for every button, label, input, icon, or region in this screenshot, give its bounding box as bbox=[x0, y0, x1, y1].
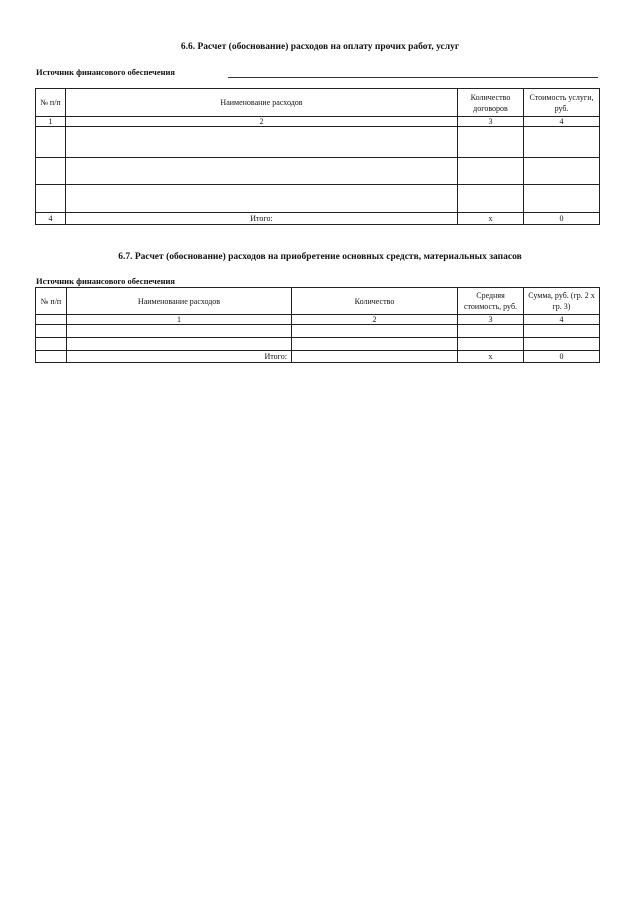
cell bbox=[36, 351, 67, 363]
fixed-assets-inventory-table bbox=[35, 287, 600, 363]
header-quantity: Количество bbox=[292, 288, 458, 315]
table-header-row bbox=[36, 89, 600, 117]
column-number: 3 bbox=[458, 315, 524, 325]
column-number: 1 bbox=[36, 117, 66, 127]
header-average-cost: Средняя стоимость, руб. bbox=[458, 288, 524, 315]
total-label: Итого: bbox=[67, 351, 292, 363]
column-number: 2 bbox=[292, 315, 458, 325]
column-number-row bbox=[36, 117, 600, 127]
table-row bbox=[36, 127, 600, 158]
cell[interactable] bbox=[458, 127, 524, 158]
total-label: Итого: bbox=[66, 213, 458, 225]
cell bbox=[36, 315, 67, 325]
cell[interactable] bbox=[524, 338, 600, 351]
cell[interactable] bbox=[66, 127, 458, 158]
cell[interactable] bbox=[67, 338, 292, 351]
cell[interactable] bbox=[458, 338, 524, 351]
cell[interactable] bbox=[67, 325, 292, 338]
cell[interactable] bbox=[292, 338, 458, 351]
total-sum: 0 bbox=[524, 213, 600, 225]
cell[interactable] bbox=[36, 185, 66, 213]
header-sum: Сумма, руб. (гр. 2 х гр. 3) bbox=[524, 288, 600, 315]
column-number: 1 bbox=[67, 315, 292, 325]
total-number: 4 bbox=[36, 213, 66, 225]
cell[interactable] bbox=[66, 185, 458, 213]
total-row bbox=[36, 213, 600, 225]
funding-source-label: Источник финансового обеспечения bbox=[36, 67, 175, 77]
table-row bbox=[36, 338, 600, 351]
column-number: 4 bbox=[524, 117, 600, 127]
table-header-row bbox=[36, 288, 600, 315]
table-row bbox=[36, 325, 600, 338]
column-number: 2 bbox=[66, 117, 458, 127]
cell[interactable] bbox=[458, 185, 524, 213]
cell[interactable] bbox=[36, 158, 66, 185]
column-number: 3 bbox=[458, 117, 524, 127]
cell[interactable] bbox=[66, 158, 458, 185]
other-works-services-table bbox=[35, 88, 600, 225]
total-quantity: х bbox=[458, 213, 524, 225]
cell[interactable] bbox=[524, 158, 600, 185]
table-row bbox=[36, 158, 600, 185]
cell[interactable] bbox=[524, 185, 600, 213]
cell[interactable] bbox=[458, 158, 524, 185]
cell[interactable] bbox=[524, 325, 600, 338]
total-row bbox=[36, 351, 600, 363]
funding-source-input-line bbox=[228, 77, 598, 78]
total-sum: 0 bbox=[524, 351, 600, 363]
cell[interactable] bbox=[36, 127, 66, 158]
header-expense-name: Наименование расходов bbox=[67, 288, 292, 315]
header-expense-name: Наименование расходов bbox=[66, 89, 458, 117]
column-number-row bbox=[36, 315, 600, 325]
column-number: 4 bbox=[524, 315, 600, 325]
cell[interactable] bbox=[524, 127, 600, 158]
cell[interactable] bbox=[36, 338, 67, 351]
cell[interactable] bbox=[292, 325, 458, 338]
header-number: № п/п bbox=[36, 288, 67, 315]
table-row bbox=[36, 185, 600, 213]
header-number: № п/п bbox=[36, 89, 66, 117]
header-service-cost: Стоимость услуги, руб. bbox=[524, 89, 600, 117]
total-average-cost: х bbox=[458, 351, 524, 363]
funding-source-label: Источник финансового обеспечения bbox=[36, 276, 175, 286]
cell[interactable] bbox=[36, 325, 67, 338]
total-quantity[interactable] bbox=[292, 351, 458, 363]
header-contract-count: Количество договоров bbox=[458, 89, 524, 117]
cell[interactable] bbox=[458, 325, 524, 338]
section-6-6-title: 6.6. Расчет (обоснование) расходов на оплату прочих работ, услуг bbox=[180, 42, 460, 52]
section-6-7-title: 6.7. Расчет (обоснование) расходов на приобретение основных средств, материальных запасов bbox=[118, 252, 522, 262]
